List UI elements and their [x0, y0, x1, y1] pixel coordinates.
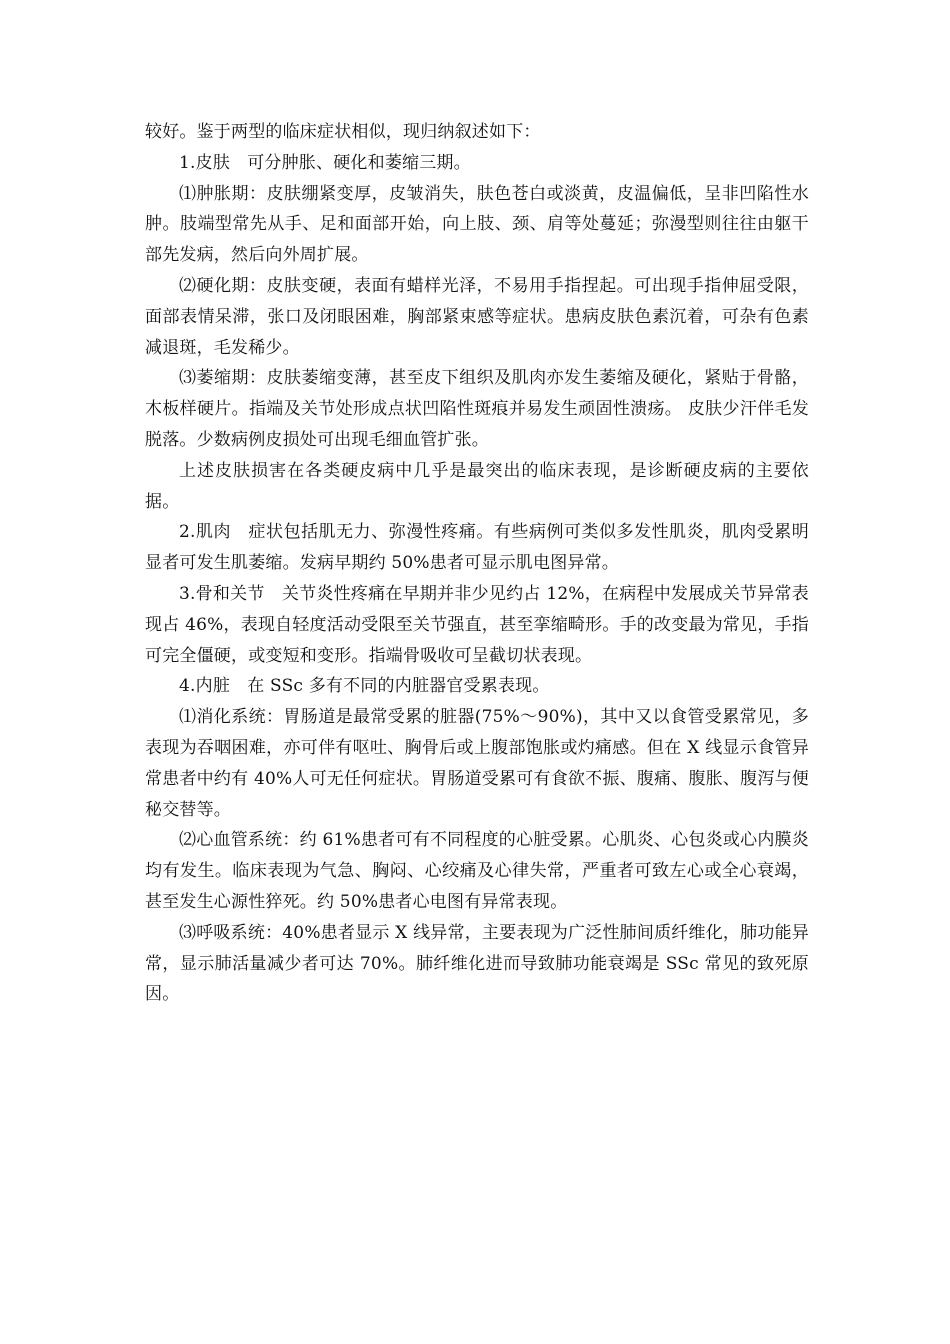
paragraph-respiratory-system: ⑶呼吸系统：40%患者显示 X 线异常，主要表现为广泛性肺间质纤维化，肺功能异常，显示肺活量减少者可达 70%。肺纤维化进而导致肺功能衰竭是 SSc 常见的致死原因。: [145, 922, 809, 1005]
paragraph-swelling-stage: ⑴肿胀期：皮肤绷紧变厚，皮皱消失，肤色苍白或淡黄，皮温偏低，呈非凹陷性水肿。肢端型常先从手、足和面部开始，向上肢、颈、肩等处蔓延；弥漫型则往往由躯干部先发病，然后向外周扩展。: [145, 183, 809, 266]
paragraph-skin-summary: 上述皮肤损害在各类硬皮病中几乎是最突出的临床表现，是诊断硬皮病的主要依据。: [145, 460, 809, 512]
paragraph-digestive-system: ⑴消化系统：胃肠道是最常受累的脏器(75%～90%)，其中又以食管受累常见，多表现为吞咽困难，亦可伴有呕吐、胸骨后或上腹部饱胀或灼痛感。但在 X 线显示食管异常患者中约有 40%人可无任何症状。胃肠道受累可有食欲不振、腹痛、腹胀、腹泻与便秘交替等。: [145, 707, 809, 820]
paragraph-cardiovascular-system: ⑵心血管系统：约 61%患者可有不同程度的心脏受累。心肌炎、心包炎或心内膜炎均有发生。临床表现为气急、胸闷、心绞痛及心律失常，严重者可致左心或全心衰竭，甚至发生心源性猝死。约 50%患者心电图有异常表现。: [145, 830, 809, 912]
paragraph-sclerosis-stage: ⑵硬化期：皮肤变硬，表面有蜡样光泽，不易用手指捏起。可出现手指伸屈受限，面部表情呆滞，张口及闭眼困难，胸部紧束感等症状。患病皮肤色素沉着，可杂有色素减退斑，毛发稀少。: [145, 275, 809, 358]
document-body: [145, 117, 809, 1010]
paragraph-atrophy-stage: ⑶萎缩期：皮肤萎缩变薄，甚至皮下组织及肌肉亦发生萎缩及硬化，紧贴于骨骼，木板样硬片。指端及关节处形成点状凹陷性斑痕并易发生顽固性溃疡。 皮肤少汗伴毛发脱落。少数病例皮损处可出现毛细血管扩张。: [145, 368, 809, 450]
paragraph-intro: 较好。鉴于两型的临床症状相似，现归纳叙述如下：: [145, 122, 541, 142]
paragraph-skin-heading: 1.皮肤 可分肿胀、硬化和萎缩三期。: [179, 152, 471, 173]
paragraph-bone-joint: 3.骨和关节 关节炎性疼痛在早期并非少见约占 12%，在病程中发展成关节异常表现占 46%，表现自轻度活动受限至关节强直，甚至挛缩畸形。手的改变最为常见，手指可完全僵硬，或变短和变形。指端骨吸收可呈截切状表现。: [145, 583, 809, 666]
paragraph-muscle: 2.肌肉 症状包括肌无力、弥漫性疼痛。有些病例可类似多发性肌炎，肌肉受累明显者可发生肌萎缩。发病早期约 50%患者可显示肌电图异常。: [145, 522, 809, 574]
paragraph-viscera-heading: 4.内脏 在 SSc 多有不同的内脏器官受累表现。: [179, 676, 550, 697]
